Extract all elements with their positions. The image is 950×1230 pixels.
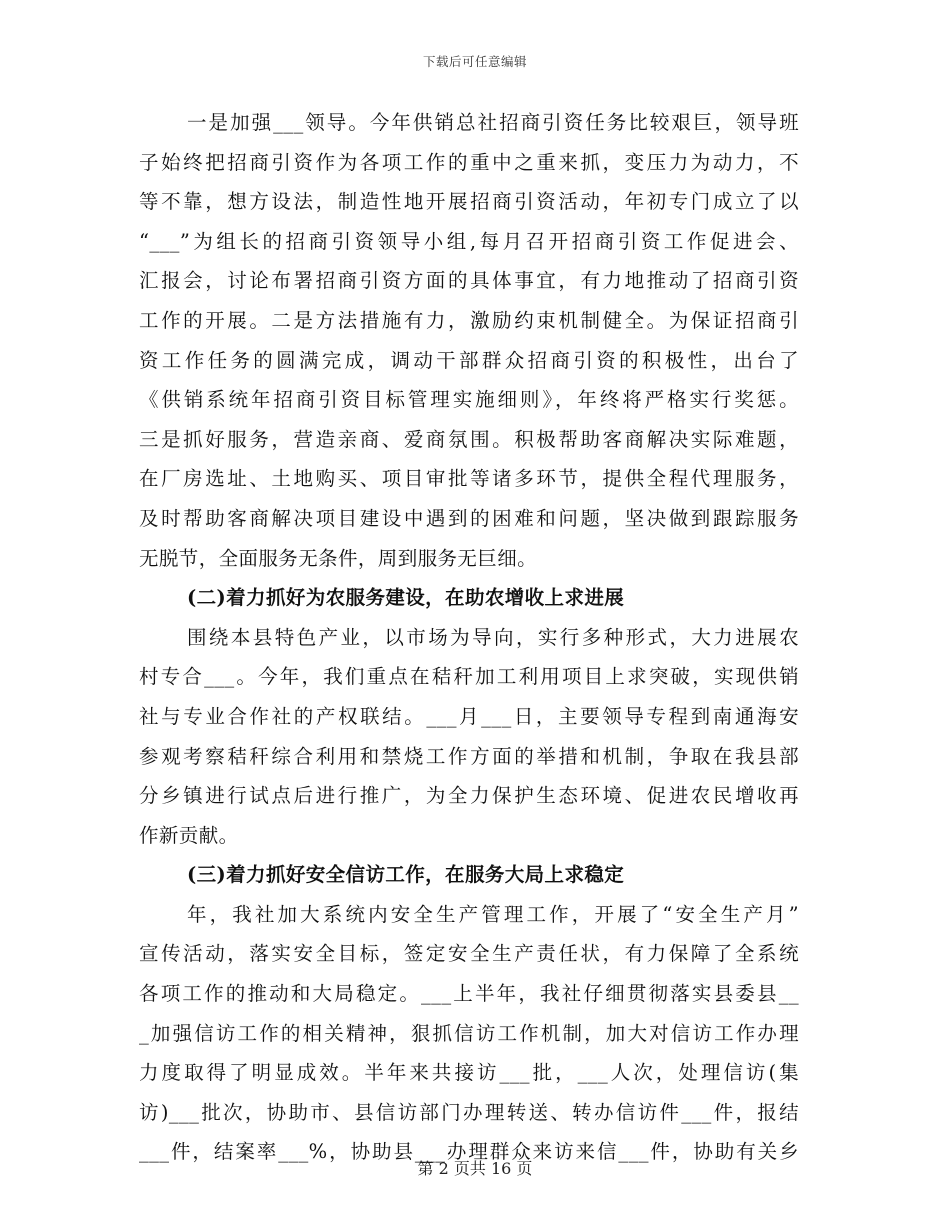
body-text-line: 力度取得了明显成效。半年来共接访___批，___人次，处理信访(集 [139,1061,799,1085]
body-text-line: 及时帮助客商解决项目建设中遇到的困难和问题，坚决做到跟踪服务 [139,506,799,530]
body-text-line: 村专合___。今年，我们重点在秸秆加工利用项目上求突破，实现供销 [139,665,799,689]
body-text-line: 各项工作的推动和大局稳定。___上半年，我社仔细贯彻落实县委县__ [139,982,799,1006]
body-text-line: 三是抓好服务，营造亲商、爱商氛围。积极帮助客商解决实际难题， [139,427,799,451]
body-text-line: 社与专业合作社的产权联结。___月___日，主要领导专程到南通海安 [139,704,799,728]
body-text-line: _加强信访工作的相关精神，狠抓信访工作机制，加大对信访工作办理 [139,1021,799,1045]
body-text-line: 参观考察秸秆综合利用和禁烧工作方面的举措和机制，争取在我县部 [139,744,799,768]
body-text-line: ___件，结案率___%，协助县___办理群众来访来信___件，协助有关乡 [139,1140,799,1164]
document-body [139,103,799,1172]
body-text-line: 分乡镇进行试点后进行推广，为全力保护生态环境、促进农民增收再 [139,784,799,808]
body-text-line: 汇报会，讨论布署招商引资方面的具体事宜，有力地推动了招商引资 [139,269,799,293]
body-text-line: 宣传活动，落实安全目标，签定安全生产责任状，有力保障了全系统 [139,942,799,966]
body-text-line: 《供销系统年招商引资目标管理实施细则》，年终将严格实行奖惩。 [139,388,799,412]
body-text-line: 访)___批次，协助市、县信访部门办理转送、转办信访件___件，报结 [139,1100,799,1124]
page-header: 下载后可任意编辑 [422,54,527,69]
section-heading: (二)着力抓好为农服务建设，在助农增收上求进展 [187,586,625,610]
body-text-line: 等不靠，想方设法，制造性地开展招商引资活动，年初专门成立了以 [139,190,799,214]
body-text-line: 无脱节，全面服务无条件，周到服务无巨细。 [139,546,538,570]
body-text-line: 作新贡献。 [139,823,239,847]
body-text-line: “___”为组长的招商引资领导小组,每月召开招商引资工作促进会、 [139,229,799,253]
body-text-line: 围绕本县特色产业，以市场为导向，实行多种形式，大力进展农 [187,625,799,649]
body-text-line: 工作的开展。二是方法措施有力，激励约束机制健全。为保证招商引 [139,308,799,332]
body-text-line: 在厂房选址、土地购买、项目审批等诸多环节，提供全程代理服务， [139,467,799,491]
body-text-line: 资工作任务的圆满完成，调动干部群众招商引资的积极性，出台了 [139,348,799,372]
body-text-line: 子始终把招商引资作为各项工作的重中之重来抓，变压力为动力，不 [139,150,799,174]
section-heading: (三)着力抓好安全信访工作，在服务大局上求稳定 [187,863,625,887]
page-footer: 第 2 页共 16 页 [417,1159,533,1178]
body-text-line: 年，我社加大系统内安全生产管理工作，开展了“安全生产月” [187,902,799,926]
body-text-line: 一是加强___领导。今年供销总社招商引资任务比较艰巨，领导班 [187,111,799,134]
